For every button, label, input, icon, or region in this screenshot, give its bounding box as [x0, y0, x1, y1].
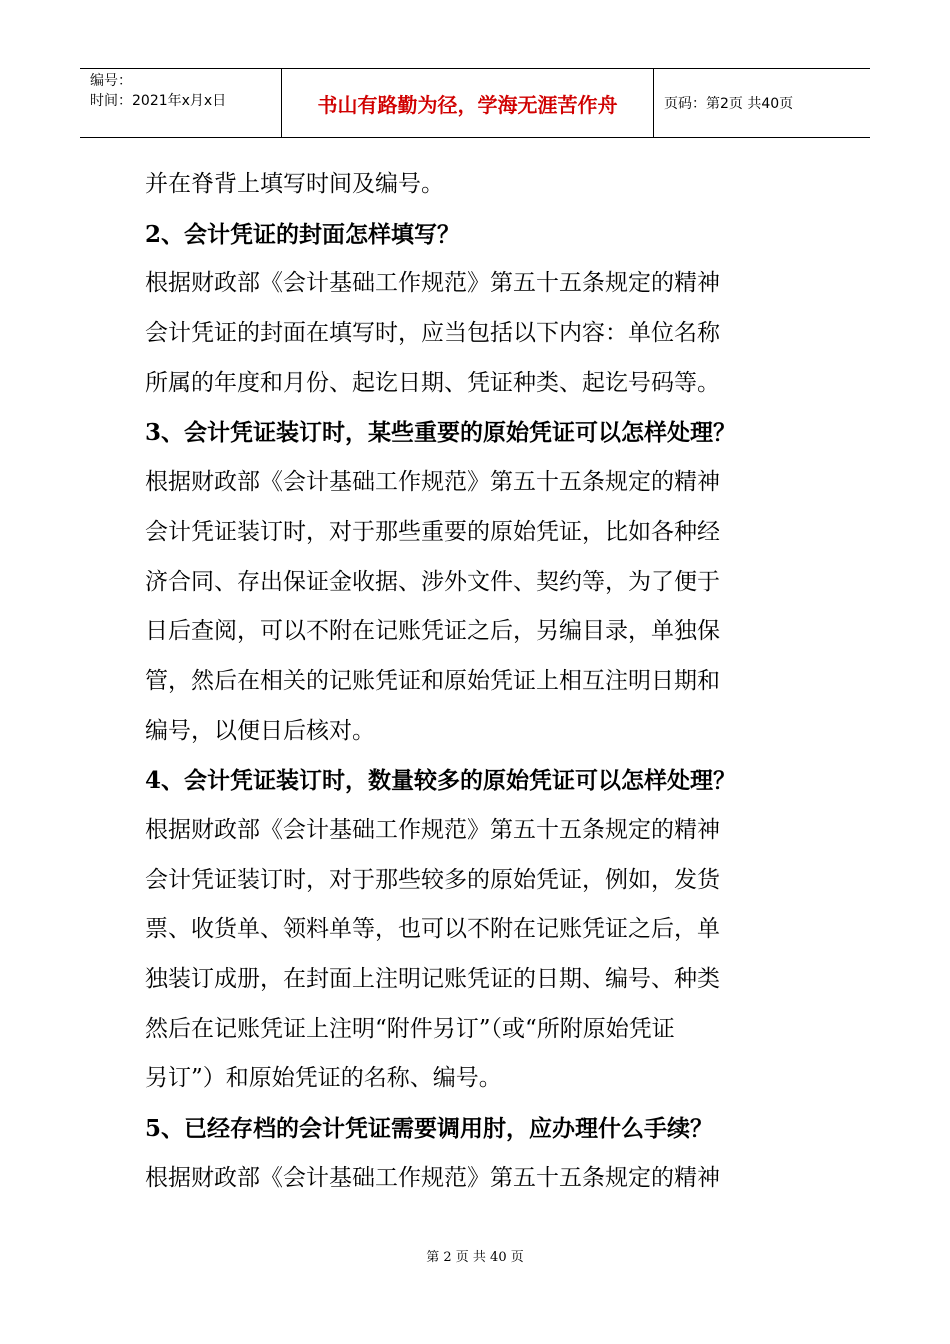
body-line: 然后在记账凭证上注明“附件另订”（或“所附原始凭证: [145, 1015, 675, 1042]
time-label: 时间：2021年x月x日: [90, 93, 227, 109]
body-line: 济合同、存出保证金收据、涉外文件、契约等，为了便于: [145, 568, 720, 595]
body-line: 日后查阅，可以不附在记账凭证之后，另编目录，单独保: [145, 618, 720, 645]
body-line: 根据财政部《会计基础工作规范》第五十五条规定的精神: [145, 270, 720, 297]
body-line: 根据财政部《会计基础工作规范》第五十五条规定的精神: [145, 816, 720, 843]
document-body: [145, 160, 815, 1203]
page-footer: 第 2 页 共 40 页: [426, 1250, 524, 1265]
body-line: 会计凭证装订时，对于那些重要的原始凭证，比如各种经: [145, 518, 720, 545]
number-label: 编号：: [90, 73, 132, 89]
header-motto: 书山有路勤为径，学海无涯苦作舟: [282, 69, 654, 137]
body-line: 所属的年度和月份、起讫日期、凭证种类、起讫号码等。: [145, 369, 720, 396]
body-line: 根据财政部《会计基础工作规范》第五十五条规定的精神: [145, 1164, 720, 1191]
question-line: 3、会计凭证装订时，某些重要的原始凭证可以怎样处理？: [145, 419, 737, 447]
body-line: 会计凭证的封面在填写时，应当包括以下内容：单位名称: [145, 320, 720, 347]
question-line: 2、会计凭证的封面怎样填写？: [145, 220, 461, 248]
body-line: 根据财政部《会计基础工作规范》第五十五条规定的精神: [145, 469, 720, 496]
body-line: 独装订成册，在封面上注明记账凭证的日期、编号、种类: [145, 966, 720, 992]
body-line: 管，然后在相关的记账凭证和原始凭证上相互注明日期和: [145, 667, 720, 694]
header-page-info: 页码：第2页 共40页: [664, 96, 794, 112]
header-meta: [80, 69, 282, 137]
page-header: [80, 68, 870, 138]
question-line: 5、已经存档的会计凭证需要调用肘，应办理什么手续？: [145, 1115, 714, 1143]
body-line: 另订”）和原始凭证的名称、编号。: [145, 1065, 502, 1092]
body-line: 编号，以便日后核对。: [145, 717, 375, 744]
body-line: 会计凭证装订时，对于那些较多的原始凭证，例如，发货: [145, 866, 720, 893]
question-line: 4、会计凭证装订时，数量较多的原始凭证可以怎样处理？: [145, 767, 737, 795]
body-line: 并在脊背上填写时间及编号。: [145, 171, 444, 197]
body-line: 票、收货单、领料单等，也可以不附在记账凭证之后，单: [145, 916, 720, 943]
